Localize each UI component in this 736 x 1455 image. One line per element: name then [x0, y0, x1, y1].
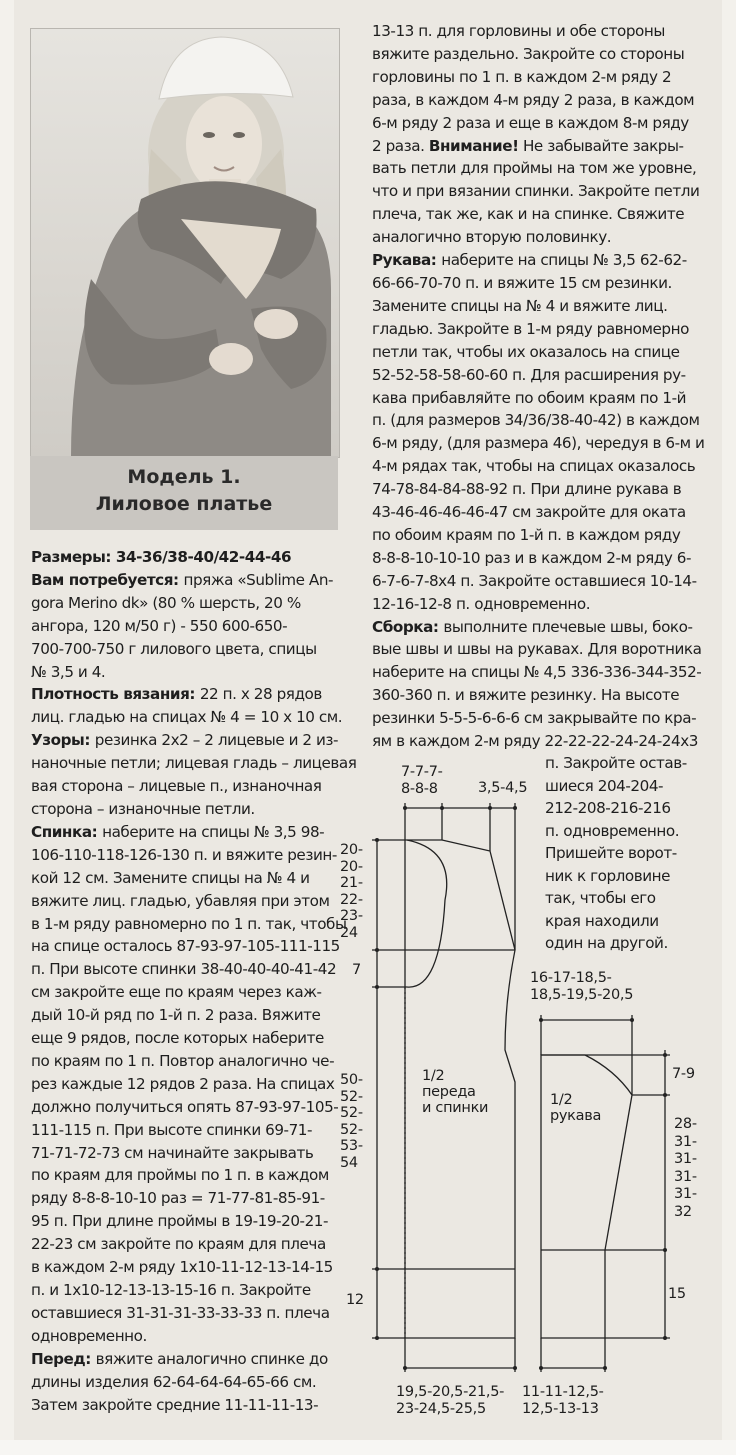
body-neck-depth-label: 7 [352, 962, 361, 978]
section-heading: Вам потребуется: [31, 570, 184, 589]
text-run: 4-м рядах так, чтобы на спицах оказалось [372, 457, 696, 476]
text-run: 360-360 п. и вяжите резинку. На высоте [372, 686, 680, 705]
body-rib-label: 12 [346, 1292, 364, 1308]
text-run: гладью. Закройте в 1-м ряду равномерно [372, 319, 689, 338]
text-run: 8-8-8-10-10-10 раз и в каждом 2-м ряду 6- [372, 548, 691, 567]
text-run: 111-115 п. При высоте спинки 69-71- [31, 1120, 313, 1139]
sleeve-length-label: 28- 31- 31- 31- 31- 32 [674, 1116, 697, 1220]
text-run: п. и 1х10-12-13-13-15-16 п. Закройте [31, 1281, 311, 1299]
text-run: кава прибавляйте по обоим краям по 1-й [372, 388, 687, 407]
text-run: одновременно. [31, 1326, 147, 1345]
text-run: 6-м ряду 2 раза и еще в каждом 8-м ряду [372, 113, 689, 132]
body-side-length-label: 50- 52- 52- 52- 53- 54 [340, 1072, 363, 1171]
text-run: вать петли для проймы на том же уровне, [372, 159, 697, 178]
text-run: по краям по 1 п. Повтор аналогично че- [31, 1051, 335, 1070]
text-run: 43-46-46-46-46-47 см закройте для оката [372, 503, 686, 522]
text-run: вая сторона – лицевые п., изнаночная [31, 777, 322, 796]
sleeve-top-width-label: 16-17-18,5- 18,5-19,5-20,5 [530, 970, 634, 1003]
text-line: п. Закройте остав- [545, 754, 687, 772]
text-run: ангора, 120 м/50 г) - 550 600-650- [31, 616, 288, 635]
text-run: вяжите аналогично спинке до [95, 1349, 328, 1368]
section-heading: Размеры: 34-36/38-40/42-44-46 [31, 548, 292, 566]
text-run: в каждом 2-м ряду 1х10-11-12-13-14-15 [31, 1258, 333, 1277]
text-run: выполните плечевые швы, боко- [443, 617, 693, 636]
section-heading: Узоры: [31, 731, 95, 750]
text-run: вяжите раздельно. Закройте со стороны [372, 44, 685, 63]
text-run: что и при вязании спинки. Закройте петли [372, 182, 700, 201]
text-run: рез каждые 12 рядов 2 раза. На спицах [31, 1074, 335, 1093]
text-run: см закройте еще по краям через каж- [31, 983, 322, 1002]
text-run: наночные петли; лицевая гладь – лицевая [31, 754, 357, 773]
sleeve-cuff-label: 15 [668, 1286, 686, 1302]
section-heading: Внимание! [428, 136, 519, 155]
text-run: раза, в каждом 4-м ряду 2 раза, в каждом [372, 90, 695, 109]
text-run: 71-71-72-73 см начинайте закрывать [31, 1143, 314, 1162]
section-heading: Спинка: [31, 822, 103, 841]
text-run: 74-78-84-84-88-92 п. При длине рукава в [372, 480, 682, 499]
text-run: вяжите лиц. гладью, убавляя при этом [31, 891, 330, 910]
text-run: 6-7-6-7-8х4 п. Закройте оставшиеся 10-14- [372, 571, 697, 590]
text-run: длины изделия 62-64-64-64-65-66 см. [31, 1372, 317, 1391]
text-line: шиеся 204-204- [545, 776, 664, 795]
text-run: п. (для размеров 34/36/38-40-42) в каждом [372, 411, 700, 430]
text-run: вые швы и швы на рукавах. Для воротника [372, 640, 702, 659]
text-run: ряду 8-8-8-10-10 раз = 71-77-81-85-91- [31, 1189, 325, 1208]
text-line: п. одновременно. [545, 821, 680, 840]
text-run: 95 п. При длине проймы в 19-19-20-21- [31, 1212, 329, 1231]
text-run: по краям для проймы по 1 п. в каждом [31, 1166, 329, 1185]
text-run: горловины по 1 п. в каждом 2-м ряду 2 [372, 67, 672, 86]
text-run: аналогично вторую половинку. [372, 228, 612, 247]
text-run: резинки 5-5-5-6-6-6 см закрывайте по кра- [372, 709, 697, 728]
body-shoulder-label: 3,5-4,5 [478, 780, 528, 796]
text-run: Не забывайте закры- [518, 136, 684, 155]
text-run: 66-66-70-70 п. и вяжите 15 см резинки. [372, 273, 672, 292]
text-run: п. При высоте спинки 38-40-40-40-41-42 [31, 960, 337, 979]
body-neck-width-label: 7-7-7- 8-8-8 [401, 764, 443, 797]
text-run: gora Merino dk» (80 % шерсть, 20 % [31, 593, 301, 612]
sleeve-cap-label: 7-9 [672, 1066, 695, 1082]
text-run: наберите на спицы № 4,5 336-336-344-352- [372, 663, 702, 682]
text-run: Затем закройте средние 11-11-11-13- [31, 1395, 319, 1414]
text-run: резинка 2х2 – 2 лицевые и 2 из- [94, 731, 339, 750]
text-run: еще 9 рядов, после которых наберите [31, 1029, 324, 1048]
model-number: Модель 1. [127, 466, 241, 488]
text-run: 52-52-58-58-60-60 п. Для расширения ру- [372, 365, 686, 384]
neckline-curve [407, 840, 447, 987]
sleeve-piece-label: 1/2 рукава [550, 1092, 602, 1124]
body-armhole-label: 20- 20- 21- 22- 23- 24 [340, 842, 363, 941]
text-line: края находили [545, 911, 659, 930]
text-line: Пришейте ворот- [545, 844, 677, 862]
text-run: должно получиться опять 87-93-97-105- [31, 1097, 339, 1116]
text-line: ник к горловине [545, 866, 671, 885]
text-run: петли так, чтобы их оказалось на спице [372, 342, 680, 361]
section-heading: Перед: [31, 1349, 96, 1368]
text-run: в 1-м ряду равномерно по 1 п. так, чтобы [31, 914, 347, 933]
text-run: 700-700-750 г лилового цвета, спицы [31, 639, 317, 658]
text-run: наберите на спицы № 3,5 98- [102, 822, 325, 841]
text-run: лиц. гладью на спицах № 4 = 10 х 10 см. [31, 708, 343, 727]
text-run: кой 12 см. Замените спицы на № 4 и [31, 868, 310, 887]
text-run: сторона – изнаночные петли. [31, 799, 255, 818]
text-run: оставшиеся 31-31-31-33-33-33 п. плеча [31, 1303, 330, 1322]
text-run: 22 п. х 28 рядов [199, 685, 322, 704]
body-bottom-width-label: 19,5-20,5-21,5- 23-24,5-25,5 [396, 1384, 505, 1417]
text-run: 6-м ряду, (для размера 46), чередуя в 6-м и [372, 434, 705, 453]
text-run: Замените спицы на № 4 и вяжите лиц. [372, 296, 668, 315]
model-title: Лиловое платье [95, 493, 273, 515]
text-run: ям в каждом 2-м ряду 22-22-22-24-24-24х3 [372, 732, 698, 751]
text-run: плеча, так же, как и на спинке. Свяжите [372, 205, 685, 224]
text-run: 106-110-118-126-130 п. и вяжите резин- [31, 845, 337, 864]
text-run: наберите на спицы № 3,5 62-62- [441, 251, 687, 270]
section-heading: Сборка: [372, 617, 444, 636]
sleeve-bottom-width-label: 11-11-12,5- 12,5-13-13 [522, 1384, 604, 1417]
text-run: 12-16-12-8 п. одновременно. [372, 594, 591, 613]
section-heading: Рукава: [372, 251, 442, 270]
text-line: 212-208-216-216 [545, 799, 671, 817]
text-run: 13-13 п. для горловины и обе стороны [372, 22, 665, 40]
section-heading: Плотность вязания: [31, 685, 200, 704]
text-run: 22-23 см закройте по краям для плеча [31, 1235, 326, 1254]
text-run: по обоим краям по 1-й п. в каждом ряду [372, 525, 681, 544]
text-line: один на другой. [545, 934, 668, 952]
text-run: 2 раза. [372, 136, 429, 155]
body-piece-label: 1/2 переда и спинки [422, 1068, 489, 1116]
text-run: пряжа «Sublime An- [183, 570, 334, 589]
text-run: дый 10-й ряд по 1-й п. 2 раза. Вяжите [31, 1006, 321, 1025]
text-line: так, чтобы его [545, 889, 656, 907]
text-run: № 3,5 и 4. [31, 662, 106, 681]
text-run: на спице осталось 87-93-97-105-111-115 [31, 937, 340, 956]
